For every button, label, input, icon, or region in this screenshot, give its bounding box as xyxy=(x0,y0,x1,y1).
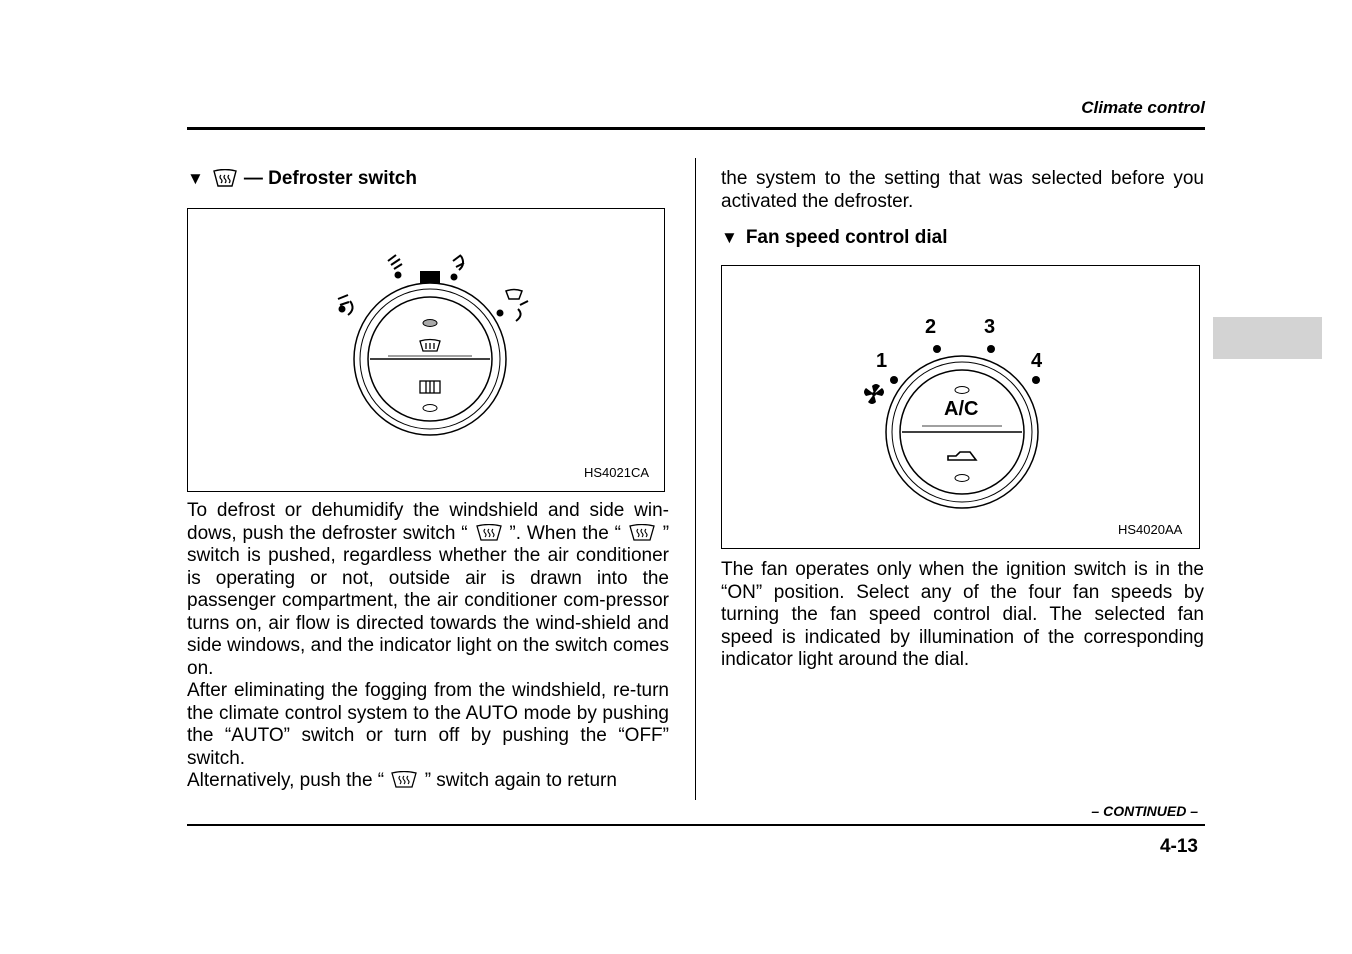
fan-speed-paragraph: The fan operates only when the ignition switch is in the “ON” position. Select any of the four fan speeds by turning the fan speed control dial. The selected fan speed is indicated by illumination of the corresponding indicator light around the dial. xyxy=(721,559,1204,670)
defroster-heading xyxy=(187,168,669,190)
defroster-icon xyxy=(627,524,657,542)
footer-rule xyxy=(187,824,1205,826)
column-divider xyxy=(695,158,696,800)
defroster-heading-text: — Defroster switch xyxy=(243,168,417,189)
floor-mode-icon xyxy=(338,295,353,315)
fan-speed-label-4: 4 xyxy=(1031,350,1043,372)
fan-speed-heading xyxy=(721,227,1204,249)
fan-speed-heading-text: Fan speed control dial xyxy=(745,227,948,248)
vent-mode-icon xyxy=(388,255,402,278)
chapter-tab xyxy=(1213,317,1322,359)
page-number: 4-13 xyxy=(1159,836,1198,857)
text-run: ”. When the “ xyxy=(509,522,621,544)
defroster-body xyxy=(187,500,669,793)
left-column xyxy=(187,168,669,793)
fan-speed-figure xyxy=(721,265,1200,549)
defroster-paragraph-2: After eliminating the fogging from the windshield, re-turn the climate control system to the AUTO mode by pushing the “AUTO” switch or turn off by pushing the “OFF” switch. xyxy=(187,680,669,769)
figure-code: HS4020AA xyxy=(1118,522,1183,537)
figure-code: HS4021CA xyxy=(584,465,650,480)
text-run: To defrost or dehumidify the windshield and side win-dows, push the defroster switch “ xyxy=(187,500,669,544)
text-run: ” switch is pushed, regardless whether the air conditioner is operating or not, outside air is drawn into the passenger compartment, the air conditioner com-pressor turns on, air flow is directed towards the wind-shield and side windows, and the indicator light on the switch comes on. xyxy=(187,522,670,679)
triangle-marker-icon: ▼ xyxy=(187,169,204,188)
text-run: Alternatively, push the “ xyxy=(187,770,385,791)
defroster-continuation: the system to the setting that was selected before you activated the defroster. xyxy=(721,168,1204,212)
floor-defrost-mode-icon xyxy=(497,290,528,322)
defroster-paragraph-3 xyxy=(187,770,669,793)
continued-label: – CONTINUED – xyxy=(1091,803,1198,819)
defroster-icon xyxy=(474,524,504,542)
ac-label: A/C xyxy=(944,398,979,420)
fan-speed-label-2: 2 xyxy=(925,316,937,338)
defroster-icon xyxy=(212,169,238,189)
right-column xyxy=(721,168,1204,672)
defroster-dial-illustration xyxy=(188,209,664,491)
section-title: Climate control xyxy=(1081,98,1205,117)
defroster-switch-figure xyxy=(187,208,665,492)
header-rule xyxy=(187,127,1205,130)
text-run: ” switch again to return xyxy=(424,770,617,791)
bilevel-mode-icon xyxy=(451,255,464,280)
fan-speed-label-3: 3 xyxy=(984,316,996,338)
defroster-paragraph-1 xyxy=(187,500,669,680)
defroster-icon xyxy=(389,771,419,789)
fan-speed-label-1: 1 xyxy=(876,350,888,372)
fan-icon xyxy=(864,384,884,404)
triangle-marker-icon: ▼ xyxy=(721,228,738,247)
